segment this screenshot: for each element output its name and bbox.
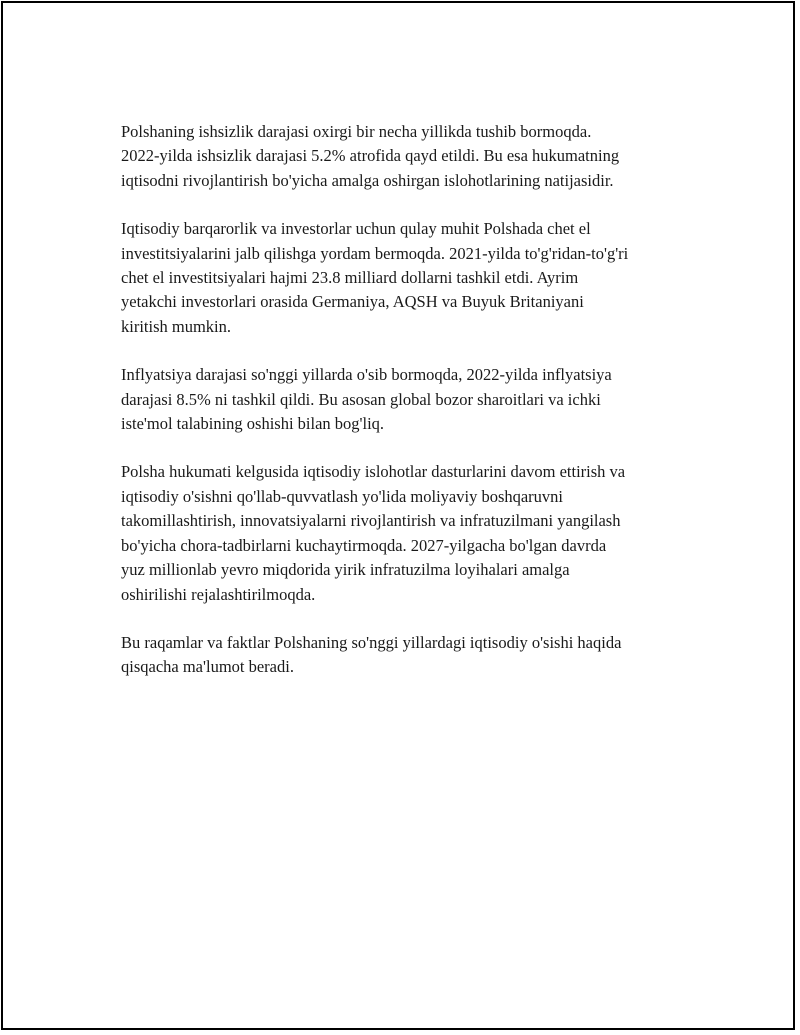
paragraph-unemployment: Polshaning ishsizlik darajasi oxirgi bir necha yillikda tushib bormoqda. 2022-yilda ishsizlik darajasi 5.2% atrofida qayd etildi. Bu esa hukumatning iqtisodni rivojlantirish bo'yicha amalga oshirgan islohotlarining natijasidir. [121,122,620,190]
paragraph-conclusion: Bu raqamlar va faktlar Polshaning so'nggi yillardagi iqtisodiy o'sishi haqida qisqacha ma'lumot beradi. [121,632,622,677]
document-body [121,120,701,704]
paragraph-inflation: Inflyatsiya darajasi so'nggi yillarda o'sib bormoqda, 2022-yilda inflyatsiya darajasi 8.5% ni tashkil qildi. Bu asosan global bozor sharoitlari va ichki iste'mol talabining oshishi bilan bog'liq. [121,365,612,434]
page-frame [1,1,795,1030]
paragraph-foreign-investment: Iqtisodiy barqarorlik va investorlar uchun qulay muhit Polshada chet el investitsiyalarini jalb qilishga yordam bermoqda. 2021-yilda to'g'ridan-to'g'ri chet el investitsiyalari hajmi 23.8 milliard dollarni tashkil etdi. Ayrim yetakchi investorlari orasida Germaniya, AQSH va Buyuk Britaniyani kiritish mumkin. [121,219,629,336]
paragraph-government-reforms: Polsha hukumati kelgusida iqtisodiy islohotlar dasturlarini davom ettirish va iqtisodiy o'sishni qo'llab-quvvatlash yo'lida moliyaviy boshqaruvni takomillashtirish, innovatsiyalarni rivojlantirish va infratuzilmani yangilash bo'yicha chora-tadbirlarni kuchaytirmoqda. 2027-yilgacha bo'lgan davrda yuz millionlab yevro miqdorida yirik infratuzilma loyihalari amalga oshirilishi rejalashtirilmoqda. [121,462,626,604]
